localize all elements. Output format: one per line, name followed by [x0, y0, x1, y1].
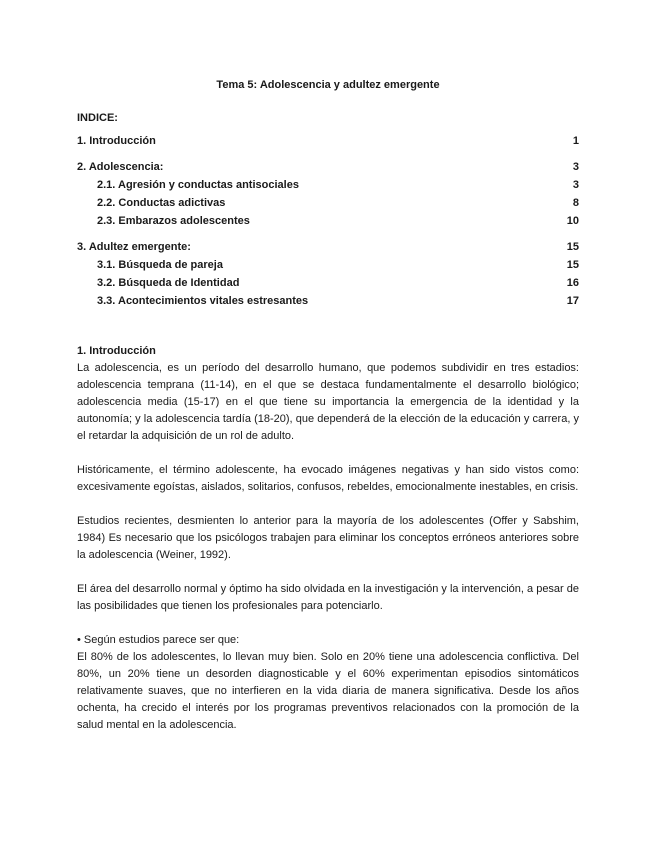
toc-entry	[77, 194, 579, 212]
toc-entry-page: 15	[566, 259, 579, 271]
paragraph: La adolescencia, es un período del desarrollo humano, que podemos subdividir en tres estadios: adolescencia temprana (11-14), en el que se destaca fundamentalmente el desarrollo biológico; adolescencia media (15-17) en el que tiene su importancia la emergencia de la identidad y la autonomía; y la adolescencia tardía (18-20), que dependerá de la elección de la educación y carrera, y el retardar la adquisición de un rol de adulto.	[77, 362, 579, 442]
toc-entry-label: 2.3. Embarazos adolescentes	[97, 215, 250, 227]
toc-entry-page: 15	[566, 241, 579, 253]
toc-entry-label: 3.3. Acontecimientos vitales estresantes	[97, 295, 309, 307]
toc-entry	[77, 212, 579, 230]
paragraph: El 80% de los adolescentes, lo llevan muy bien. Solo en 20% tiene una adolescencia conflictiva. Del 80%, un 20% tiene un desorden diagnosticable y el 60% experimentan episodios sintomáticos relativamente suaves, que no interfieren en la vida diaria de manera significativa. Desde los años ochenta, ha crecido el interés por los programas preventivos relacionados con la promoción de la salud mental en la adolescencia.	[77, 651, 579, 731]
index-heading: INDICE:	[77, 112, 118, 124]
toc-entry-label: 2. Adolescencia:	[77, 161, 164, 173]
bullet-intro: • Según estudios parece ser que:	[77, 634, 240, 646]
toc-entry-label: 3.1. Búsqueda de pareja	[97, 259, 223, 271]
toc-entry	[77, 292, 579, 310]
document-title: Tema 5: Adolescencia y adultez emergente	[216, 79, 440, 91]
toc-entry-label: 2.1. Agresión y conductas antisociales	[97, 179, 299, 191]
toc-entry	[77, 274, 579, 292]
toc-entry-label: 1. Introducción	[77, 135, 156, 147]
toc-entry-page: 8	[572, 197, 579, 209]
toc-entry-page: 17	[566, 295, 579, 307]
paragraph: Estudios recientes, desmienten lo anterior para la mayoría de los adolescentes (Offer y Sabshim, 1984) Es necesario que los psicólogos trabajen para eliminar los conceptos erróneos anteriores sobre la adolescencia (Weiner, 1992).	[77, 515, 579, 561]
section-heading: 1. Introducción	[77, 345, 156, 357]
toc-entry	[77, 238, 579, 256]
paragraph: El área del desarrollo normal y óptimo ha sido olvidada en la investigación y la intervención, a pesar de las posibilidades que tienen los profesionales para potenciarlo.	[77, 583, 580, 612]
document-body	[77, 343, 579, 734]
toc-entry-page: 1	[572, 135, 579, 147]
toc-entry-page: 3	[572, 161, 579, 173]
toc-entry-page: 3	[572, 179, 579, 191]
toc-entry-page: 10	[566, 215, 579, 227]
toc-entry-label: 2.2. Conductas adictivas	[97, 197, 226, 209]
toc-entry	[77, 158, 579, 176]
table-of-contents	[77, 132, 579, 310]
toc-entry-label: 3. Adultez emergente:	[77, 241, 191, 253]
toc-entry-label: 3.2. Búsqueda de Identidad	[97, 277, 240, 289]
toc-entry	[77, 176, 579, 194]
toc-entry-page: 16	[566, 277, 579, 289]
paragraph: Históricamente, el término adolescente, ha evocado imágenes negativas y han sido vistos como: excesivamente egoístas, aislados, solitarios, confusos, rebeldes, emocionalmente inestables, en crisis.	[77, 464, 579, 493]
toc-entry	[77, 256, 579, 274]
toc-entry	[77, 132, 579, 150]
